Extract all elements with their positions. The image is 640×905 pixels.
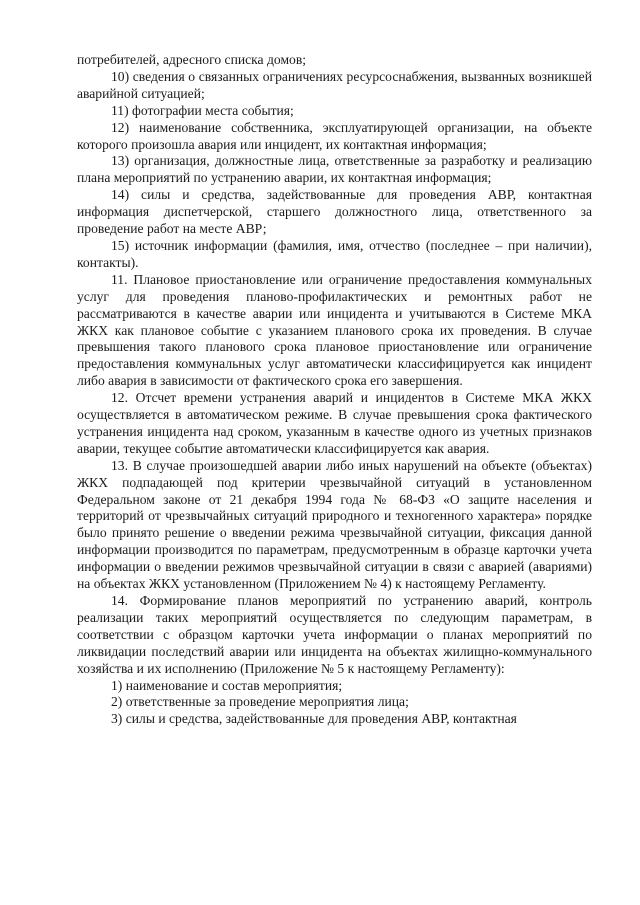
paragraph-plan-item-3: 3) силы и средства, задействованные для проведения АВР, контактная — [111, 711, 517, 727]
paragraph-item-14: 14) силы и средства, задействованные для проведения АВР, контактная информация диспетчерской, старшего должностного лица, ответственного за проведение работ на месте АВР; — [77, 187, 592, 237]
paragraph-item-11: 11) фотографии места события; — [111, 102, 294, 118]
paragraph-plan-item-1: 1) наименование и состав мероприятия; — [111, 677, 343, 693]
paragraph-section-12: 12. Отсчет времени устранения аварий и инцидентов в Системе МКА ЖКХ осуществляется в автоматическом режиме. В случае превышения срока фактического устранения инцидента над сроком, указанным в качестве одного из учетных признаков аварии, текущее событие автоматически классифицируется как авария. — [77, 390, 592, 456]
paragraph-item-12: 12) наименование собственника, эксплуатирующей организации, на объекте которого произошла авария или инцидент, их контактная информация; — [77, 119, 592, 152]
paragraph-section-14: 14. Формирование планов мероприятий по устранению аварий, контроль реализации таких мероприятий осуществляется по следующим параметрам, в соответствии с образцом карточки учета информации о планах мероприятий по ликвидации последствий аварии или инцидента на объектах жилищно-коммунального хозяйства и их исполнению (Приложение № 5 к настоящему Регламенту): — [77, 593, 592, 676]
paragraph-item-13: 13) организация, должностные лица, ответственные за разработку и реализацию плана мероприятий по устранению аварии, их контактная информация; — [77, 153, 592, 186]
paragraph-section-11: 11. Плановое приостановление или ограничение предоставления коммунальных услуг для проведения планово-профилактических и ремонтных работ не рассматриваются в качестве аварии или инцидента и учитываются в Системе МКА ЖКХ как плановое событие с указанием планового срока их проведения. В случае превышения такого планового срока плановое приостановление или ограничение предоставления коммунальных услуг автоматически классифицируется как инцидент либо авария в зависимости от фактического срока его завершения. — [77, 271, 592, 389]
paragraph-section-13: 13. В случае произошедшей аварии либо иных нарушений на объекте (объектах) ЖКХ подпадающей под критерии чрезвычайной ситуаций в установленном Федеральном законе от 21 декабря 1994 года № 68-ФЗ «О защите населения и территорий от чрезвычайных ситуаций природного и техногенного характера» порядке было принято решение о введении режима чрезвычайной ситуации, фиксация данной информации производится по параметрам, предусмотренным в образце карточки учета информации о введении режимов чрезвычайной ситуации в связи с аварией (авариями) на объектах ЖКХ установленном (Приложением № 4) к настоящему Регламенту. — [77, 457, 592, 592]
paragraph-consumers-continuation: потребителей, адресного списка домов; — [77, 52, 307, 67]
document-page — [77, 52, 592, 728]
paragraph-item-10: 10) сведения о связанных ограничениях ресурсоснабжения, вызванных возникшей аварийной ситуацией; — [77, 68, 592, 101]
paragraph-plan-item-2: 2) ответственные за проведение мероприятия лица; — [111, 694, 409, 710]
paragraph-item-15: 15) источник информации (фамилия, имя, отчество (последнее – при наличии), контакты). — [77, 237, 592, 270]
